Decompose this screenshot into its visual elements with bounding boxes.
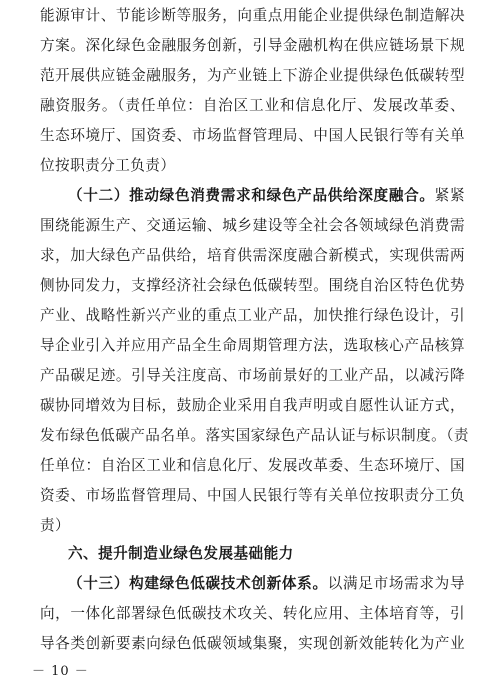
paragraph-line: 发布绿色低碳产品名单。落实国家绿色产品认证与标识制度。（责 bbox=[40, 427, 469, 444]
paragraph-line: 生态环境厅、国资委、市场监督管理局、中国人民银行等有关单 bbox=[40, 127, 465, 144]
paragraph-line: 导企业引入并应用产品全生命周期管理方法，选取核心产品核算 bbox=[40, 337, 465, 354]
item-13-first-rest: 以满足市场需求为导 bbox=[327, 575, 465, 592]
paragraph-line: 责） bbox=[40, 517, 71, 534]
paragraph-line: 范开展供应链金融服务，为产业链上下游企业提供绿色低碳转型 bbox=[40, 67, 465, 84]
paragraph-line: 产品碳足迹。引导关注度高、市场前景好的工业产品，以减污降 bbox=[40, 367, 465, 384]
item-13-first-line bbox=[68, 574, 465, 594]
paragraph-line: 求，加大绿色产品供给，培育供需深度融合新模式，实现供需两 bbox=[40, 247, 465, 264]
paragraph-line: 产业、战略性新兴产业的重点工业产品，加快推行绿色设计，引 bbox=[40, 307, 465, 324]
paragraph-line: 融资服务。（责任单位：自治区工业和信息化厅、发展改革委、 bbox=[40, 97, 465, 114]
paragraph-line: 位按职责分工负责） bbox=[40, 157, 176, 174]
paragraph-line: 方案。深化绿色金融服务创新，引导金融机构在供应链场景下规 bbox=[40, 37, 465, 54]
paragraph-line: 向，一体化部署绿色低碳技术攻关、转化应用、主体培育等，引 bbox=[40, 605, 465, 622]
paragraph-line: 导各类创新要素向绿色低碳领域集聚，实现创新效能转化为产业 bbox=[40, 635, 465, 652]
section-heading: 六、提升制造业绿色发展基础能力 bbox=[68, 545, 294, 562]
paragraph-line: 任单位：自治区工业和信息化厅、发展改革委、生态环境厅、国 bbox=[40, 457, 465, 474]
paragraph-line: 能源审计、节能诊断等服务，向重点用能企业提供绿色制造解决 bbox=[40, 7, 465, 24]
item-12-first-rest: 紧紧 bbox=[434, 187, 465, 204]
item-13-title: （十三）构建绿色低碳技术创新体系。 bbox=[68, 575, 328, 592]
paragraph-line: 资委、市场监督管理局、中国人民银行等有关单位按职责分工负 bbox=[40, 487, 465, 504]
page-number: － 10 － bbox=[32, 664, 89, 679]
item-12-first-line bbox=[68, 186, 465, 206]
paragraph-line: 侧协同发力，支撑经济社会绿色低碳转型。围绕自治区特色优势 bbox=[40, 277, 465, 294]
paragraph-line: 围绕能源生产、交通运输、城乡建设等全社会各领域绿色消费需 bbox=[40, 217, 465, 234]
item-12-title: （十二）推动绿色消费需求和绿色产品供给深度融合。 bbox=[68, 187, 435, 204]
paragraph-line: 碳协同增效为目标，鼓励企业采用自我声明或自愿性认证方式， bbox=[40, 397, 465, 414]
